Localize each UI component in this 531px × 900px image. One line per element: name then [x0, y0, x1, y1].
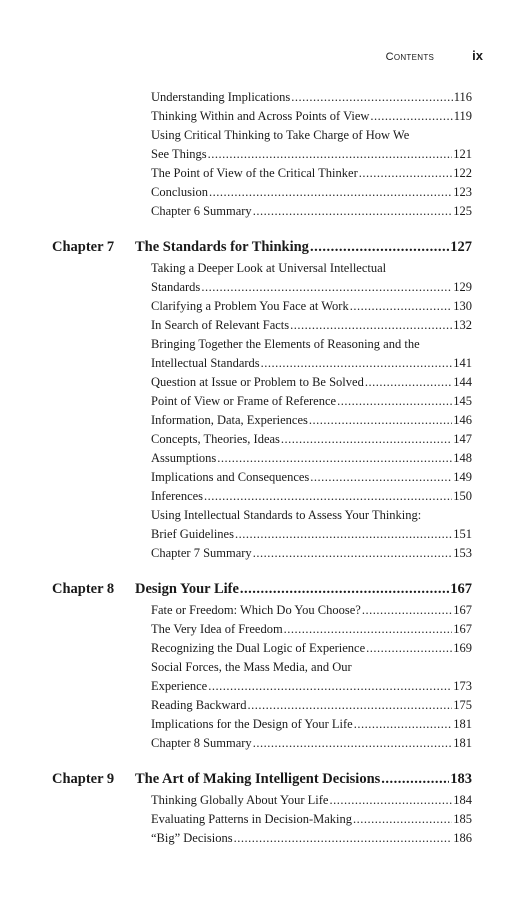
entry-page: 130 [453, 299, 472, 313]
entry-final-line [151, 487, 472, 506]
toc-entry [151, 316, 472, 335]
dot-leader [261, 354, 453, 373]
dot-leader [201, 278, 452, 297]
entry-final-line [151, 202, 472, 221]
entry-page: 147 [453, 432, 472, 446]
toc-entry [151, 373, 472, 392]
entry-list [151, 259, 472, 563]
toc-entry [151, 449, 472, 468]
entry-page: 141 [453, 356, 472, 370]
entry-title: Concepts, Theories, Ideas [151, 432, 280, 446]
dot-leader [291, 88, 452, 107]
entry-page: 167 [453, 603, 472, 617]
toc-entry [151, 88, 472, 107]
toc-entry [151, 544, 472, 563]
entry-final-line [151, 316, 472, 335]
toc-chapter [0, 578, 531, 753]
entry-final-line [151, 677, 472, 696]
entry-title: “Big” Decisions [151, 831, 233, 845]
toc-entry [151, 791, 472, 810]
entry-title: Chapter 8 Summary [151, 736, 252, 750]
running-header [386, 48, 483, 66]
toc-entry [151, 715, 472, 734]
entry-title: Fate or Freedom: Which Do You Choose? [151, 603, 361, 617]
chapter-title-line [135, 768, 472, 790]
toc-entry [151, 506, 472, 544]
toc-entry [151, 107, 472, 126]
entry-title: Chapter 6 Summary [151, 204, 252, 218]
chapter-page: 127 [450, 239, 472, 255]
entry-final-line [151, 829, 472, 848]
toc-entry [151, 734, 472, 753]
entry-final-line [151, 449, 472, 468]
entry-final-line [151, 297, 472, 316]
toc-entry [151, 430, 472, 449]
entry-final-line [151, 411, 472, 430]
dot-leader [240, 578, 449, 600]
entry-page: 119 [453, 109, 472, 123]
entry-title: Recognizing the Dual Logic of Experience [151, 641, 366, 655]
entry-title: See Things [151, 147, 207, 161]
entry-text-line: Using Critical Thinking to Take Charge of How We [151, 128, 410, 142]
toc-chapter [0, 768, 531, 848]
entry-title: Conclusion [151, 185, 208, 199]
dot-leader [235, 525, 452, 544]
entry-final-line [151, 639, 472, 658]
chapter-number: Chapter 7 [52, 239, 115, 255]
dot-leader [253, 734, 453, 753]
entry-page: 151 [453, 527, 472, 541]
entry-page: 153 [453, 546, 472, 560]
toc-entry [151, 202, 472, 221]
entry-page: 181 [453, 736, 472, 750]
chapter-number: Chapter 8 [52, 581, 115, 597]
toc-entry [151, 392, 472, 411]
toc-entry [151, 639, 472, 658]
chapter-title-line [135, 236, 472, 258]
dot-leader [329, 791, 452, 810]
chapter-heading [0, 768, 531, 790]
entry-final-line [151, 810, 472, 829]
entry-text-line: Social Forces, the Mass Media, and Our [151, 660, 352, 674]
toc-entry [151, 620, 472, 639]
dot-leader [253, 202, 453, 221]
entry-page: 125 [453, 204, 472, 218]
entry-title: Information, Data, Experiences [151, 413, 308, 427]
dot-leader [309, 411, 452, 430]
chapter-page: 183 [450, 771, 472, 787]
dot-leader [290, 316, 452, 335]
entry-text-line: Taking a Deeper Look at Universal Intellectual [151, 261, 387, 275]
entry-title: Reading Backward [151, 698, 247, 712]
entry-final-line [151, 183, 472, 202]
entry-page: 129 [453, 280, 472, 294]
entry-list [151, 601, 472, 753]
entry-page: 132 [453, 318, 472, 332]
entry-final-line [151, 734, 472, 753]
entry-final-line [151, 430, 472, 449]
dot-leader [217, 449, 452, 468]
toc-entry [151, 183, 472, 202]
entry-page: 167 [453, 622, 472, 636]
dot-leader [253, 544, 453, 563]
toc-entry [151, 164, 472, 183]
toc-entry [151, 601, 472, 620]
entry-title: The Very Idea of Freedom [151, 622, 283, 636]
entry-final-line [151, 544, 472, 563]
dot-leader [354, 715, 453, 734]
entry-title: Intellectual Standards [151, 356, 260, 370]
entry-page: 145 [453, 394, 472, 408]
entry-title: Standards [151, 280, 201, 294]
toc-entry [151, 810, 472, 829]
entry-final-line [151, 107, 472, 126]
entry-final-line [151, 88, 472, 107]
entry-final-line [151, 468, 472, 487]
entry-title: The Point of View of the Critical Thinker [151, 166, 358, 180]
entry-final-line [151, 373, 472, 392]
dot-leader [359, 164, 453, 183]
entry-title: Point of View or Frame of Reference [151, 394, 337, 408]
dot-leader [209, 183, 452, 202]
page-number: ix [472, 48, 483, 63]
entry-page: 146 [453, 413, 472, 427]
dot-leader [208, 677, 452, 696]
running-header-section: Contents [385, 51, 435, 63]
entry-final-line [151, 620, 472, 639]
entry-title: Implications and Consequences [151, 470, 310, 484]
entry-page: 121 [453, 147, 472, 161]
entry-page: 185 [453, 812, 472, 826]
toc-entry [151, 468, 472, 487]
entry-title: Evaluating Patterns in Decision-Making [151, 812, 353, 826]
entry-page: 173 [453, 679, 472, 693]
dot-leader [370, 107, 452, 126]
dot-leader [310, 236, 449, 258]
dot-leader [353, 810, 452, 829]
dot-leader [281, 430, 452, 449]
toc-entry [151, 696, 472, 715]
chapter-heading [0, 578, 531, 600]
dot-leader [310, 468, 452, 487]
dot-leader [362, 601, 452, 620]
entry-page: 150 [453, 489, 472, 503]
entry-list [151, 88, 472, 221]
entry-title: Thinking Within and Across Points of View [151, 109, 370, 123]
entry-title: In Search of Relevant Facts [151, 318, 290, 332]
table-of-contents [0, 88, 531, 863]
entry-final-line [151, 145, 472, 164]
entry-final-line [151, 354, 472, 373]
entry-page: 149 [453, 470, 472, 484]
entry-title: Experience [151, 679, 208, 693]
entry-final-line [151, 392, 472, 411]
entry-page: 175 [453, 698, 472, 712]
toc-chapter [0, 236, 531, 563]
chapter-page: 167 [450, 581, 472, 597]
dot-leader [204, 487, 452, 506]
dot-leader [381, 768, 449, 790]
entry-page: 122 [453, 166, 472, 180]
entry-page: 181 [453, 717, 472, 731]
entry-page: 116 [453, 90, 472, 104]
toc-entry [151, 335, 472, 373]
dot-leader [337, 392, 452, 411]
entry-final-line [151, 278, 472, 297]
toc-entry [151, 259, 472, 297]
entry-final-line [151, 601, 472, 620]
dot-leader [284, 620, 453, 639]
chapter-title: The Art of Making Intelligent Decisions [135, 771, 381, 787]
dot-leader [366, 639, 452, 658]
entry-final-line [151, 715, 472, 734]
toc-entry [151, 658, 472, 696]
entry-page: 144 [453, 375, 472, 389]
chapter-heading [0, 236, 531, 258]
entry-title: Chapter 7 Summary [151, 546, 252, 560]
entry-title: Clarifying a Problem You Face at Work [151, 299, 349, 313]
dot-leader [208, 145, 453, 164]
entry-title: Thinking Globally About Your Life [151, 793, 329, 807]
chapter-title: Design Your Life [135, 581, 239, 597]
entry-text-line: Using Intellectual Standards to Assess Your Thinking: [151, 508, 422, 522]
toc-entry [151, 297, 472, 316]
dot-leader [247, 696, 452, 715]
entry-title: Implications for the Design of Your Life [151, 717, 353, 731]
toc-entry [151, 829, 472, 848]
toc-entry [151, 126, 472, 164]
entry-page: 148 [453, 451, 472, 465]
entry-final-line [151, 525, 472, 544]
entry-text-line: Bringing Together the Elements of Reasoning and the [151, 337, 420, 351]
entry-title: Assumptions [151, 451, 217, 465]
entry-page: 123 [453, 185, 472, 199]
entry-title: Inferences [151, 489, 204, 503]
chapter-title: The Standards for Thinking [135, 239, 309, 255]
entry-page: 186 [453, 831, 472, 845]
dot-leader [234, 829, 453, 848]
entry-title: Brief Guidelines [151, 527, 234, 541]
chapter-title-line [135, 578, 472, 600]
entry-list [151, 791, 472, 848]
toc-entry [151, 487, 472, 506]
entry-page: 169 [453, 641, 472, 655]
chapter-number: Chapter 9 [52, 771, 115, 787]
entry-final-line [151, 791, 472, 810]
entry-title: Understanding Implications [151, 90, 291, 104]
entry-title: Question at Issue or Problem to Be Solved [151, 375, 364, 389]
toc-entry [151, 411, 472, 430]
dot-leader [350, 297, 453, 316]
dot-leader [365, 373, 452, 392]
entry-page: 184 [453, 793, 472, 807]
entry-final-line [151, 164, 472, 183]
entry-final-line [151, 696, 472, 715]
toc-chapter [0, 88, 531, 221]
